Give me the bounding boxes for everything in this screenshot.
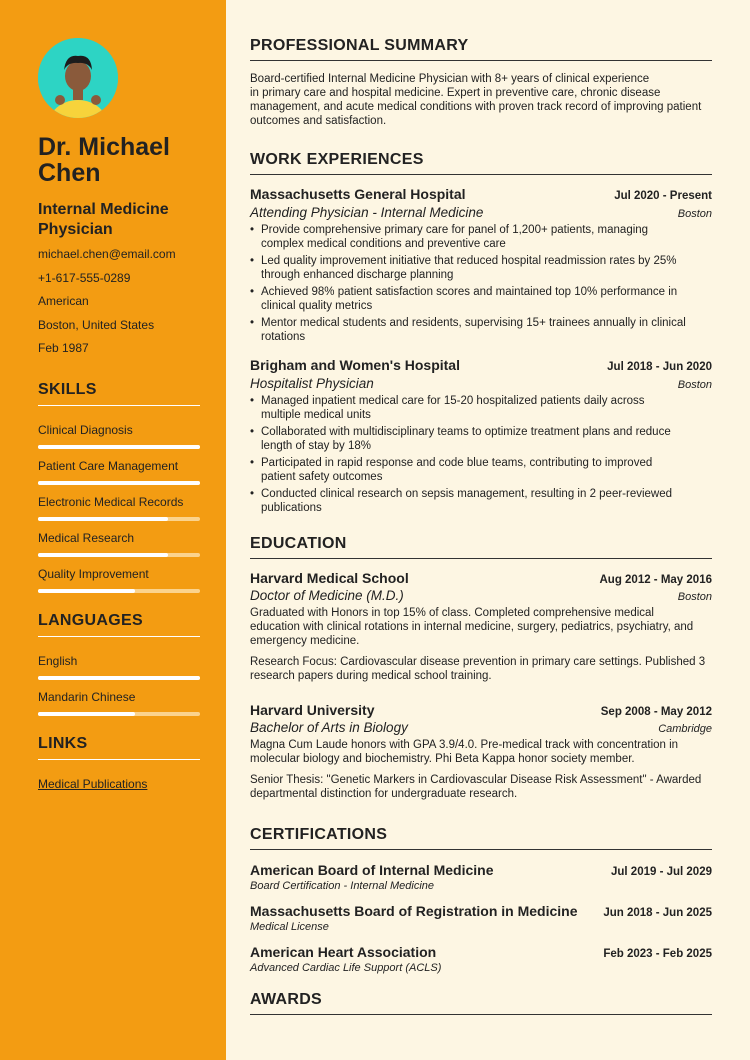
list-item: • Mentor medical students and residents, supervising 15+ trainees annually in clinical rotations — [250, 316, 712, 344]
skill-bar-fill — [38, 445, 200, 449]
job-header — [250, 186, 712, 202]
list-item: • Provide comprehensive primary care for panel of 1,200+ patients, managing complex medical conditions and preventive care — [250, 223, 712, 251]
date-of-birth: Feb 1987 — [38, 341, 89, 355]
school-header — [250, 570, 712, 586]
school-thesis: Senior Thesis: "Genetic Markers in Cardiovascular Disease Risk Assessment" - Awarded departmental distinction for undergraduate research. — [250, 774, 702, 800]
job-org: Brigham and Women's Hospital — [250, 357, 460, 373]
list-item: • Conducted clinical research on sepsis management, resulting in 2 peer-reviewed publications — [250, 487, 712, 515]
skills-heading: SKILLS — [38, 381, 200, 406]
awards-heading: AWARDS — [250, 991, 712, 1015]
summary-text — [250, 72, 712, 128]
summary-line: Board-certified Internal Medicine Physician with 8+ years of clinical experience — [250, 73, 650, 85]
cert-sub: Advanced Cardiac Life Support (ACLS) — [250, 962, 442, 974]
skill-bar — [38, 589, 200, 593]
list-item: • Managed inpatient medical care for 15-20 hospitalized patients daily across multiple medical units — [250, 394, 712, 422]
profile-title: Internal Medicine Physician — [38, 201, 169, 238]
school-org: Harvard Medical School — [250, 570, 409, 586]
cert-org: American Board of Internal Medicine — [250, 862, 494, 878]
cert-header — [250, 862, 712, 878]
list-item: • Participated in rapid response and code blue teams, contributing to improved patient safety outcomes — [250, 456, 712, 484]
skill-item — [38, 531, 200, 557]
skill-bar-fill — [38, 589, 135, 593]
language-bar-fill — [38, 676, 200, 680]
job-bullets — [250, 223, 712, 347]
links-heading: LINKS — [38, 735, 200, 760]
school-description: Magna Cum Laude honors with GPA 3.9/4.0. Pre-medical track with concentration in molecular biology and biochemistry. Phi Beta Kappa honor society member. — [250, 739, 679, 765]
job-location: Boston — [677, 208, 712, 220]
skill-item — [38, 495, 200, 521]
skill-label: Patient Care Management — [38, 459, 179, 473]
certifications-heading: CERTIFICATIONS — [250, 826, 712, 850]
school-location: Cambridge — [658, 723, 712, 735]
profile-name: Dr. Michael Chen — [38, 133, 170, 187]
link-medical-publications[interactable]: Medical Publications — [38, 777, 148, 791]
cert-date: Jun 2018 - Jun 2025 — [603, 907, 712, 919]
skill-item — [38, 459, 200, 485]
school-subheader — [250, 720, 712, 735]
language-bar — [38, 712, 200, 716]
job-role: Attending Physician - Internal Medicine — [250, 205, 484, 220]
email[interactable]: michael.chen@email.com — [38, 247, 176, 261]
school-degree: Bachelor of Arts in Biology — [250, 720, 408, 735]
school-org: Harvard University — [250, 702, 375, 718]
language-item — [38, 654, 200, 680]
school-description: Graduated with Honors in top 15% of class. Completed comprehensive medical education with clinical rotations in internal medicine, surgery, pediatrics, psychiatry, and emergency medicine. — [250, 607, 694, 647]
cert-header — [250, 944, 712, 960]
cert-date: Feb 2023 - Feb 2025 — [603, 948, 712, 960]
nationality: American — [38, 294, 89, 308]
summary-line: in primary care and hospital medicine. Expert in preventive care, chronic disease — [250, 87, 661, 99]
language-bar — [38, 676, 200, 680]
skill-item — [38, 567, 200, 593]
school-location: Boston — [677, 591, 712, 603]
skill-bar-fill — [38, 553, 168, 557]
summary-line: outcomes and satisfaction. — [250, 115, 387, 127]
skill-bar — [38, 445, 200, 449]
language-label: Mandarin Chinese — [38, 690, 136, 704]
school-subheader — [250, 588, 712, 603]
languages-heading: LANGUAGES — [38, 612, 200, 637]
skill-item — [38, 423, 200, 449]
skill-bar — [38, 553, 200, 557]
location: Boston, United States — [38, 318, 155, 332]
school-header — [250, 702, 712, 718]
cert-org: Massachusetts Board of Registration in Medicine — [250, 903, 578, 919]
work-heading: WORK EXPERIENCES — [250, 151, 712, 175]
skill-label: Clinical Diagnosis — [38, 423, 133, 437]
job-date: Jul 2020 - Present — [614, 190, 712, 202]
job-subheader — [250, 205, 712, 220]
job-header — [250, 357, 712, 373]
job-role: Hospitalist Physician — [250, 376, 374, 391]
cert-org: American Heart Association — [250, 944, 437, 960]
school-degree: Doctor of Medicine (M.D.) — [250, 588, 404, 603]
phone[interactable]: +1-617-555-0289 — [38, 271, 131, 285]
school-research: Research Focus: Cardiovascular disease prevention in primary care settings. Published 3 research papers during medical school training. — [250, 656, 706, 682]
skill-label: Quality Improvement — [38, 567, 149, 581]
person-photo-icon — [38, 38, 118, 118]
cert-sub: Medical License — [250, 921, 329, 933]
job-subheader — [250, 376, 712, 391]
skill-bar-fill — [38, 517, 168, 521]
language-label: English — [38, 654, 78, 668]
job-date: Jul 2018 - Jun 2020 — [607, 361, 712, 373]
cert-date: Jul 2019 - Jul 2029 — [610, 866, 712, 878]
skill-bar-fill — [38, 481, 200, 485]
skill-label: Electronic Medical Records — [38, 495, 184, 509]
job-org: Massachusetts General Hospital — [250, 186, 466, 202]
list-item: • Achieved 98% patient satisfaction scores and maintained top 10% performance in clinical quality metrics — [250, 285, 712, 313]
cert-sub: Board Certification - Internal Medicine — [250, 880, 435, 892]
list-item: • Collaborated with multidisciplinary teams to optimize treatment plans and reduce length of stay by 18% — [250, 425, 712, 453]
avatar — [38, 38, 118, 118]
skill-bar — [38, 481, 200, 485]
language-item — [38, 690, 200, 716]
skill-bar — [38, 517, 200, 521]
summary-heading: PROFESSIONAL SUMMARY — [250, 37, 712, 61]
education-heading: EDUCATION — [250, 535, 712, 559]
cert-header — [250, 903, 712, 919]
job-bullets — [250, 394, 712, 518]
language-bar-fill — [38, 712, 135, 716]
school-date: Aug 2012 - May 2016 — [599, 574, 712, 586]
job-location: Boston — [677, 379, 712, 391]
list-item: • Led quality improvement initiative that reduced hospital readmission rates by 25% through enhanced discharge planning — [250, 254, 712, 282]
summary-line: management, and acute medical conditions with proven track record of improving patient — [250, 101, 702, 113]
school-date: Sep 2008 - May 2012 — [600, 706, 712, 718]
skill-label: Medical Research — [38, 531, 135, 545]
